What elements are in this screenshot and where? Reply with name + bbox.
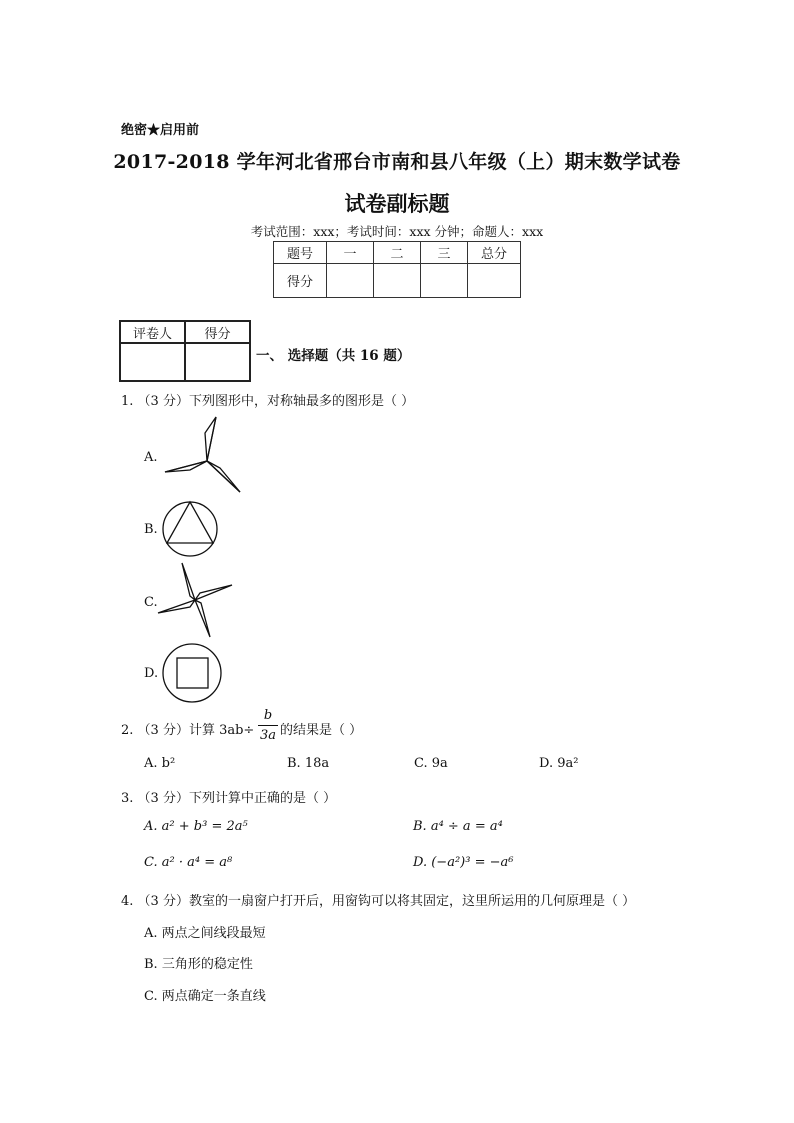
figure-d-circle-square xyxy=(163,644,221,702)
q2-option-b: B. 18a xyxy=(287,756,330,771)
q2-option-d: D. 9a² xyxy=(539,756,579,771)
q3-option-b: B. a⁴ ÷ a = a⁴ xyxy=(413,819,503,834)
figure-c-four-blades xyxy=(158,563,232,637)
q1-option-d-label: D. xyxy=(144,666,159,681)
q2-fraction-bar xyxy=(258,725,278,726)
exam-title: 2017-2018 学年河北省邢台市南和县八年级（上）期末数学试卷 xyxy=(113,151,681,173)
score-header-3: 三 xyxy=(421,242,468,264)
question-4-stem: 4. （3 分）教室的一扇窗户打开后，用窗钩可以将其固定，这里所运用的几何原理是（ ） xyxy=(121,894,636,909)
exam-subtitle: 试卷副标题 xyxy=(344,191,450,216)
score-row-label: 得分 xyxy=(274,264,327,298)
q1-option-a-label: A. xyxy=(144,450,158,465)
question-3-stem: 3. （3 分）下列计算中正确的是（ ） xyxy=(121,791,337,806)
question-2-prefix: 2. （3 分）计算 3ab÷ xyxy=(121,723,255,738)
confidential-label: 绝密★启用前 xyxy=(121,123,200,138)
q2-fraction-denominator: 3a xyxy=(259,728,277,743)
q4-option-a: A. 两点之间线段最短 xyxy=(144,926,266,941)
figure-a-pinwheel xyxy=(165,417,240,492)
figure-b-circle-triangle xyxy=(163,502,217,556)
q4-option-c: C. 两点确定一条直线 xyxy=(144,989,266,1004)
score-header-2: 二 xyxy=(374,242,421,264)
q1-option-c-label: C. xyxy=(144,595,158,610)
question-2-suffix: 的结果是（ ） xyxy=(280,723,363,738)
exam-info: 考试范围：xxx；考试时间：xxx 分钟；命题人：xxx xyxy=(250,224,544,239)
q2-option-c: C. 9a xyxy=(414,756,448,771)
q2-option-a: A. b² xyxy=(144,756,176,771)
q3-option-c: C. a² · a⁴ = a⁸ xyxy=(144,855,233,870)
grader-score-header: 得分 xyxy=(185,321,250,343)
q3-option-d: D. (−a²)³ = −a⁶ xyxy=(413,855,514,870)
q1-option-b-label: B. xyxy=(144,522,158,537)
score-header-total: 总分 xyxy=(468,242,521,264)
q4-option-b: B. 三角形的稳定性 xyxy=(144,957,253,972)
score-header-label: 题号 xyxy=(274,242,327,264)
q3-option-a: A. a² + b³ = 2a⁵ xyxy=(144,819,248,834)
grader-header: 评卷人 xyxy=(120,321,185,343)
question-1-stem: 1. （3 分）下列图形中，对称轴最多的图形是（ ） xyxy=(121,394,415,409)
section-heading: 一、 选择题（共 16 题） xyxy=(256,348,411,364)
q2-fraction xyxy=(258,708,278,743)
score-header-1: 一 xyxy=(327,242,374,264)
q2-fraction-numerator: b xyxy=(263,708,273,723)
